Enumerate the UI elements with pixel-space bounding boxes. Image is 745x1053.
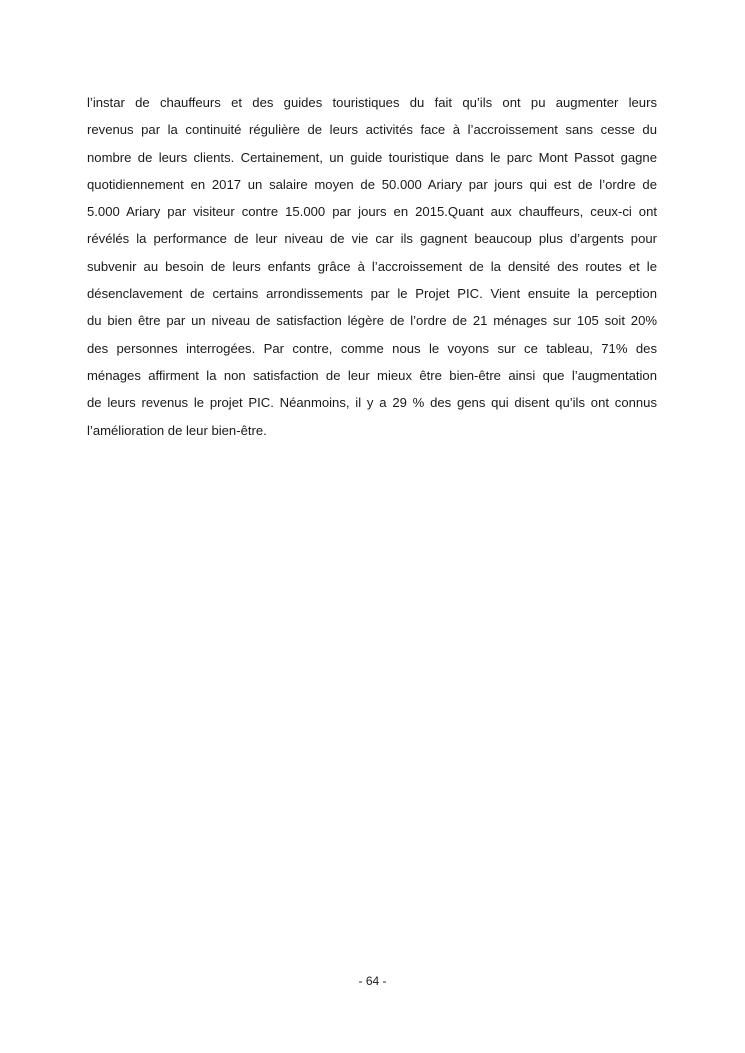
paragraph-line: de leurs revenus le projet PIC. Néanmoins, il y a 29 % des gens qui disent qu’ils ont connus — [87, 395, 657, 411]
paragraph-line: revenus par la continuité régulière de leurs activités face à l’accroissement sans cesse du — [87, 122, 657, 138]
body-paragraph — [87, 89, 657, 444]
page-number: - 64 - — [358, 974, 387, 988]
paragraph-line: subvenir au besoin de leurs enfants grâce à l’accroissement de la densité des routes et le — [87, 258, 657, 274]
paragraph-line: révélés la performance de leur niveau de vie car ils gagnent beaucoup plus d’argents pour — [87, 231, 657, 247]
paragraph-line: 5.000 Ariary par visiteur contre 15.000 par jours en 2015.Quant aux chauffeurs, ceux-ci ont — [87, 204, 657, 220]
paragraph-line: du bien être par un niveau de satisfaction légère de l’ordre de 21 ménages sur 105 soit 20% — [87, 313, 657, 329]
paragraph-line: des personnes interrogées. Par contre, comme nous le voyons sur ce tableau, 71% des — [87, 340, 657, 356]
paragraph-line: l’amélioration de leur bien-être. — [87, 422, 267, 438]
paragraph-line: nombre de leurs clients. Certainement, un guide touristique dans le parc Mont Passot gagne — [87, 149, 657, 165]
paragraph-line: désenclavement de certains arrondissements par le Projet PIC. Vient ensuite la perception — [87, 286, 657, 302]
paragraph-line: quotidiennement en 2017 un salaire moyen de 50.000 Ariary par jours qui est de l’ordre de — [87, 176, 657, 192]
paragraph-line: ménages affirment la non satisfaction de leur mieux être bien-être ainsi que l’augmentation — [87, 367, 657, 383]
paragraph-line: l’instar de chauffeurs et des guides touristiques du fait qu’ils ont pu augmenter leurs — [87, 95, 657, 110]
